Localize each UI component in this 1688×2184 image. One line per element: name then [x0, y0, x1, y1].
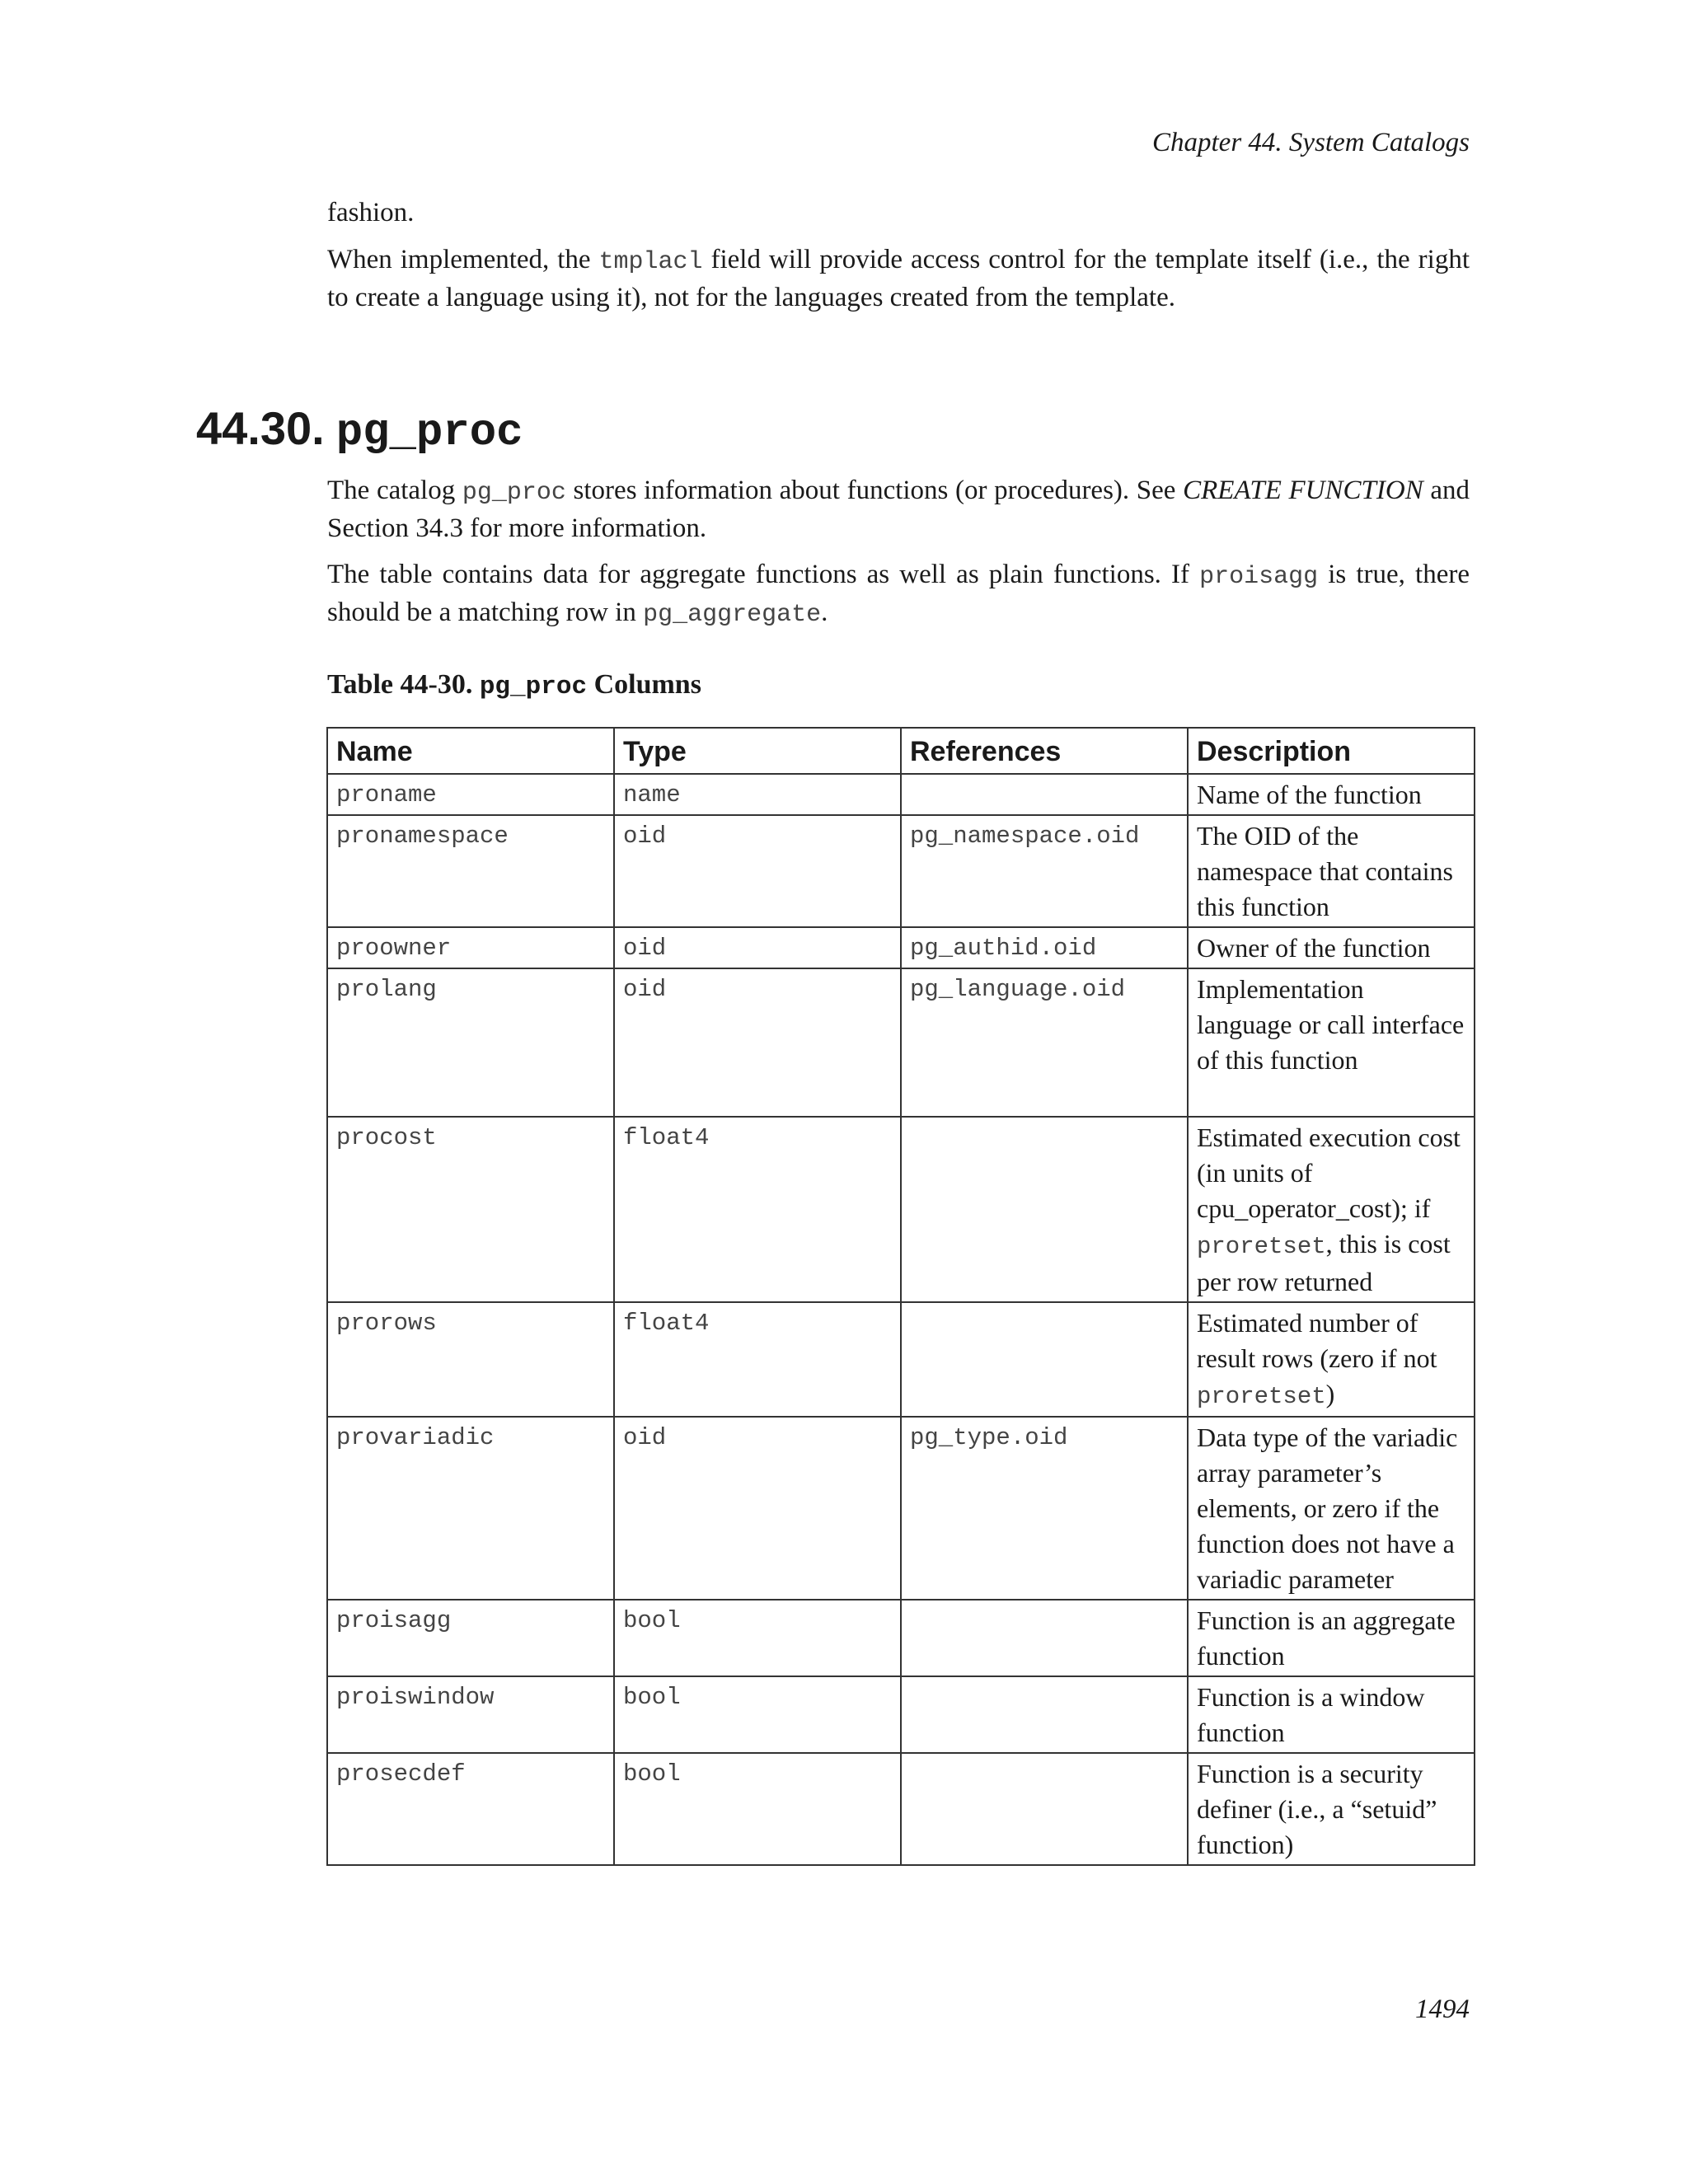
cell-desc: Implementation language or call interface of this function	[1188, 968, 1475, 1117]
column-header-type: Type	[614, 728, 901, 774]
cell-desc: The OID of the namespace that contains this function	[1188, 815, 1475, 927]
table-row	[327, 1302, 1475, 1417]
cell-name: procost	[327, 1117, 614, 1302]
cell-type: oid	[614, 968, 901, 1117]
cell-ref	[901, 1753, 1188, 1865]
para1-text-b: stores information about functions (or procedures). See	[565, 476, 1184, 505]
table-caption-code: pg_proc	[479, 673, 588, 701]
table-row	[327, 815, 1475, 927]
cell-desc-text: )	[1325, 1379, 1335, 1408]
pg-proc-columns-table	[326, 727, 1475, 1866]
table-caption-suffix: Columns	[587, 669, 701, 700]
cell-type: float4	[614, 1302, 901, 1417]
cell-desc: Data type of the variadic array parameter’s elements, or zero if the function does not have a variadic parameter	[1188, 1417, 1475, 1600]
cell-ref: pg_authid.oid	[901, 927, 1188, 968]
cell-type: oid	[614, 815, 901, 927]
cell-name: prolang	[327, 968, 614, 1117]
cell-ref: pg_language.oid	[901, 968, 1188, 1117]
section-name: pg_proc	[335, 408, 523, 458]
cell-type: bool	[614, 1676, 901, 1753]
section-number: 44.30.	[196, 402, 325, 454]
table-caption-prefix: Table 44-30.	[327, 669, 480, 700]
cell-desc-text: , this is cost per row returned	[1197, 1229, 1451, 1296]
cell-desc: Name of the function	[1188, 774, 1475, 815]
cell-ref	[901, 774, 1188, 815]
section-title	[196, 400, 523, 462]
cell-ref	[901, 1600, 1188, 1676]
intro-code-tmplacl: tmplacl	[598, 248, 703, 276]
cell-name: provariadic	[327, 1417, 614, 1600]
table-row	[327, 1117, 1475, 1302]
cell-name: prorows	[327, 1302, 614, 1417]
cell-desc-text: Estimated number of result rows (zero if not	[1197, 1308, 1437, 1373]
cell-desc: Function is a window function	[1188, 1676, 1475, 1753]
intro-text-a: When implemented, the	[327, 245, 599, 274]
column-header-references: References	[901, 728, 1188, 774]
para2-code-proisagg: proisagg	[1199, 563, 1319, 591]
cell-name: pronamespace	[327, 815, 614, 927]
intro-text-b: field will provide access control for the template itself (i.e., the right to create a language using it), not for the languages created from the template.	[327, 245, 1470, 312]
cell-name: proisagg	[327, 1600, 614, 1676]
cell-name: proowner	[327, 927, 614, 968]
cell-desc	[1188, 1302, 1475, 1417]
section-paragraph-1	[327, 473, 1470, 546]
para2-text-c: .	[821, 598, 828, 627]
para1-code: pg_proc	[462, 479, 566, 507]
column-header-name: Name	[327, 728, 614, 774]
para1-text-c: and Section 34.3 for more information.	[327, 476, 1470, 543]
table-row	[327, 968, 1475, 1117]
intro-paragraph	[327, 242, 1470, 316]
column-header-description: Description	[1188, 728, 1475, 774]
create-function-link[interactable]: CREATE FUNCTION	[1183, 476, 1423, 505]
cell-name: prosecdef	[327, 1753, 614, 1865]
cell-type: oid	[614, 927, 901, 968]
cell-ref	[901, 1117, 1188, 1302]
para2-text-b: is true, there should be a matching row in	[327, 560, 1470, 627]
table-row	[327, 1676, 1475, 1753]
table-row	[327, 1753, 1475, 1865]
cell-desc: Owner of the function	[1188, 927, 1475, 968]
running-header: Chapter 44. System Catalogs	[1152, 128, 1470, 157]
cell-ref: pg_type.oid	[901, 1417, 1188, 1600]
cell-type: float4	[614, 1117, 901, 1302]
table-row	[327, 927, 1475, 968]
para2-text-a: The table contains data for aggregate functions as well as plain functions. If	[327, 560, 1200, 589]
cell-type: oid	[614, 1417, 901, 1600]
table-caption	[327, 669, 701, 701]
page-number: 1494	[1415, 1994, 1470, 2024]
cell-name: proname	[327, 774, 614, 815]
cell-type: bool	[614, 1600, 901, 1676]
table-header-row	[327, 728, 1475, 774]
cell-ref	[901, 1302, 1188, 1417]
para1-text-a: The catalog	[327, 476, 462, 505]
section-paragraph-2	[327, 557, 1470, 633]
cell-type: name	[614, 774, 901, 815]
cell-desc	[1188, 1117, 1475, 1302]
cell-desc-text: Estimated execution cost (in units of cpu_operator_cost); if	[1197, 1122, 1461, 1223]
table-row	[327, 1417, 1475, 1600]
intro-continuation: fashion.	[327, 198, 415, 227]
cell-ref	[901, 1676, 1188, 1753]
cell-desc-code: proretset	[1197, 1233, 1326, 1260]
cell-type: bool	[614, 1753, 901, 1865]
para2-code-pg-aggregate: pg_aggregate	[643, 601, 822, 629]
cell-ref: pg_namespace.oid	[901, 815, 1188, 927]
cell-name: proiswindow	[327, 1676, 614, 1753]
table-row	[327, 1600, 1475, 1676]
table-row	[327, 774, 1475, 815]
cell-desc: Function is a security definer (i.e., a “setuid” function)	[1188, 1753, 1475, 1865]
cell-desc-code: proretset	[1197, 1383, 1326, 1410]
cell-desc: Function is an aggregate function	[1188, 1600, 1475, 1676]
